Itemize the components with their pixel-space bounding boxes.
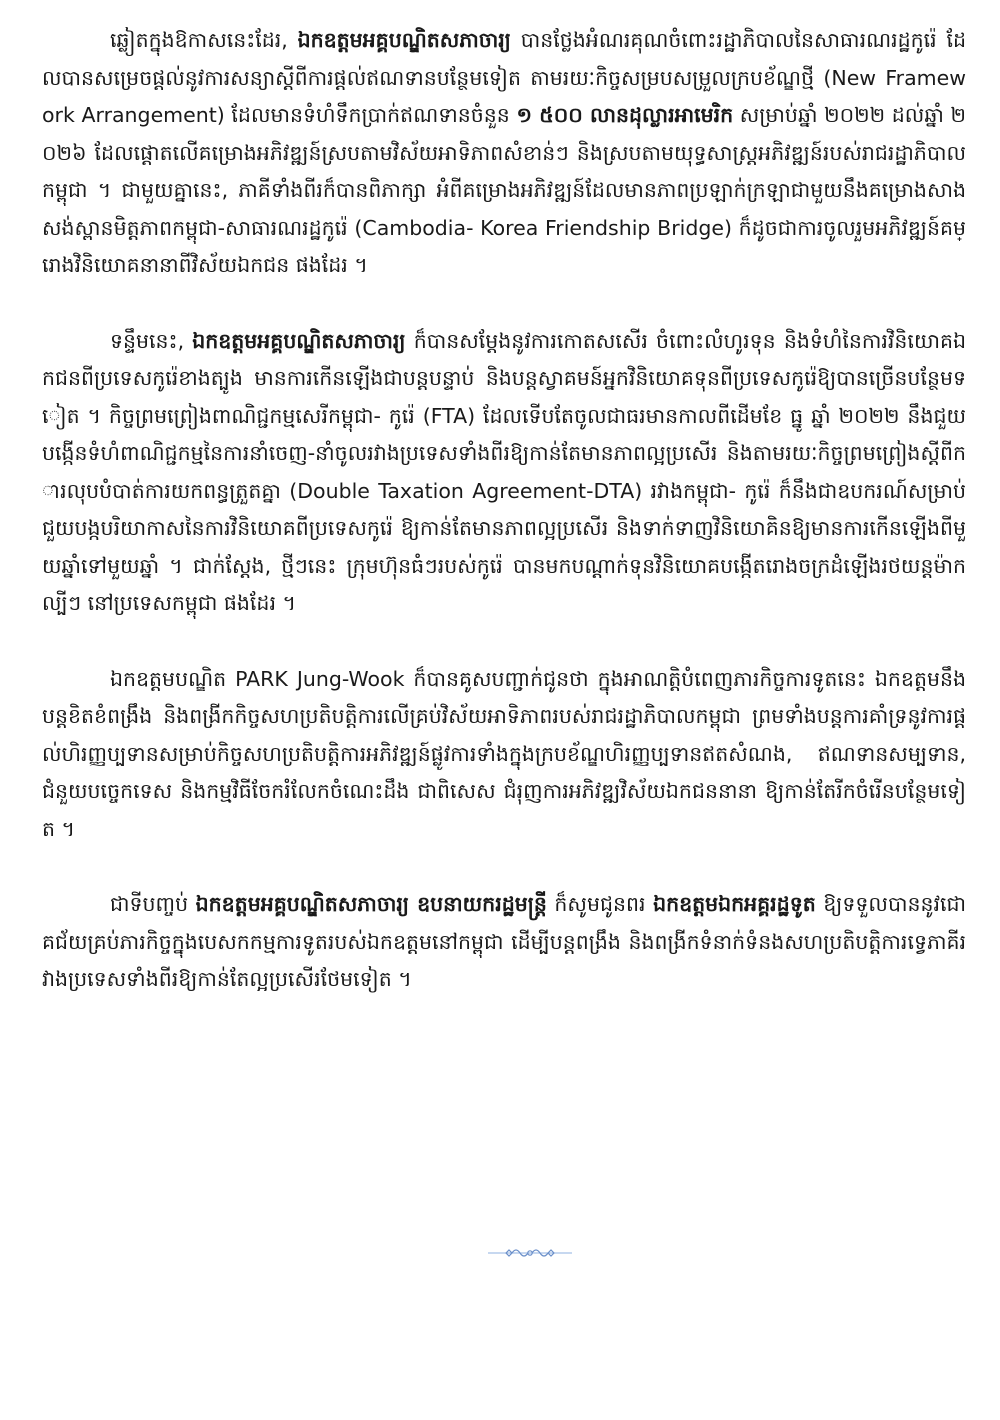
paragraph-4-title-bold: ឯកឧត្តមអគ្គបណ្ឌិតសភាចារ្យ ឧបនាយករដ្ឋមន្ត្រី (195, 892, 547, 916)
paragraph-2 (42, 323, 966, 623)
paragraph-1-text: សម្រាប់ឆ្នាំ ២០២២ ដល់ឆ្នាំ ២០២៦ ដែលផ្ដោតលើគម្រោងអភិវឌ្ឍន៍ស្របតាមវិស័យអាទិភាពសំខាន់ៗ និងស្របតាមយុទ្ធសាស្ត្រអភិវឌ្ឍន៍របស់រាជរដ្ឋាភិបាលកម្ពុជា ។ ជាមួយគ្នានេះ, ភាគីទាំងពីរក៏បានពិភាក្សា អំពីគម្រោងអភិវឌ្ឍន៍ដែលមានភាពប្រឡាក់ក្រឡាជាមួយនឹងគម្រោងសាងសង់ស្ពានមិត្តភាពកម្ពុជា-សាធារណរដ្ឋកូរ៉េ (Cambodia- Korea Friendship Bridge) ក៏ដូចជាការចូលរួមអភិវឌ្ឍន៍គម្រោងវិនិយោគនានាពីវិស័យឯកជន ផងដែរ ។ (42, 103, 966, 277)
paragraph-2-text: ក៏បានសម្ដែងនូវការកោតសសើរ ចំពោះលំហូរទុន និងទំហំនៃការវិនិយោគឯកជនពីប្រទេសកូរ៉េខាងត្បូង មានការកើនឡើងជាបន្តបន្ទាប់ និងបន្តស្វាគមន៍អ្នកវិនិយោគទុនពីប្រទេសកូរ៉េឱ្យបានច្រើនបន្ថែមទៀត ។ កិច្ចព្រមព្រៀងពាណិជ្ជកម្មសេរីកម្ពុជា- កូរ៉េ (FTA) ដែលទើបតែចូលជាធរមានកាលពីដើមខែ ធ្នូ ឆ្នាំ ២០២២ នឹងជួយបង្កើនទំហំពាណិជ្ជកម្មនៃការនាំចេញ-នាំចូលរវាងប្រទេសទាំងពីរឱ្យកាន់តែមានភាពល្អប្រសើរ និងតាមរយៈកិច្ចព្រមព្រៀងស្តីពីការលុបបំបាត់ការយកពន្ធត្រួតគ្នា (Double Taxation Agreement-DTA) រវាងកម្ពុជា- កូរ៉េ ក៏នឹងជាឧបករណ៍សម្រាប់ជួយបង្កបរិយាកាសនៃការវិនិយោគពីប្រទេសកូរ៉េ ឱ្យកាន់តែមានភាពល្អប្រសើរ និងទាក់ទាញវិនិយោគិនឱ្យមានការកើនឡើងពីមួយឆ្នាំទៅមួយឆ្នាំ ។ ជាក់ស្ដែង, ថ្មីៗនេះ ក្រុមហ៊ុនធំៗរបស់កូរ៉េ បានមកបណ្ដាក់ទុនវិនិយោគបង្កើតរោងចក្រដំឡើងរថយន្តម៉ាកល្បីៗ នៅប្រទេសកម្ពុជា ផងដែរ ។ (42, 328, 966, 615)
paragraph-1-title-bold: ឯកឧត្តមអគ្គបណ្ឌិតសភាចារ្យ (297, 28, 511, 52)
paragraph-2-text: ទន្ទឹមនេះ, (110, 328, 193, 353)
paragraph-1-amount-bold: ១ ៥០០ លានដុល្លារអាមេរិក (516, 103, 734, 127)
paragraph-1 (42, 22, 966, 285)
paragraph-4-text: ជាទីបញ្ចប់ (110, 892, 196, 916)
divider-ornament-icon (488, 1244, 572, 1262)
paragraph-4 (42, 886, 966, 999)
paragraph-3 (42, 661, 966, 849)
paragraph-4-ambassador-bold: ឯកឧត្តមឯកអគ្គរដ្ឋទូត (653, 892, 816, 916)
paragraph-3-text: ឯកឧត្តមបណ្ឌិត PARK Jung-Wook ក៏បានគូសបញ្ជាក់ជូនថា ក្នុងអាណត្តិបំពេញភារកិច្ចការទូតនេះ ឯកឧត្តមនឹងបន្តខិតខំពង្រឹង និងពង្រីកកិច្ចសហប្រតិបត្តិការលើគ្រប់វិស័យអាទិភាពរបស់រាជរដ្ឋាភិបាលកម្ពុជា ព្រមទាំងបន្តការគាំទ្រនូវការផ្ដល់ហិរញ្ញប្បទានសម្រាប់កិច្ចសហប្រតិបត្តិការអភិវឌ្ឍន៍ផ្លូវការទាំងក្នុងក្របខ័ណ្ឌហិរញ្ញប្បទានឥតសំណង, ឥណទានសម្បទាន, ជំនួយបច្ចេកទេស និងកម្មវិធីចែករំលែកចំណេះដឹង ជាពិសេស ជំរុញការអភិវឌ្ឍវិស័យឯកជននានា ឱ្យកាន់តែរីកចំរើនបន្ថែមទៀត ។ (42, 666, 966, 841)
paragraph-1-text: ឆ្លៀតក្នុងឱកាសនេះដែរ, (110, 28, 298, 52)
paragraph-1-text: បានថ្លែងអំណរគុណចំពោះរដ្ឋាភិបាលនៃសាធារណរដ្ឋកូរ៉េ ដែលបានសម្រេចផ្ដល់នូវការសន្យាស្តីពីការផ្ដល់ឥណទានបន្ថែមទៀត តាមរយៈកិច្ចសម្របសម្រួលក្របខ័ណ្ឌថ្មី (New Framework Arrangement) ដែលមានទំហំទឹកប្រាក់ឥណទានចំនួន (42, 28, 966, 127)
paragraph-4-text: ក៏សូមជូនពរ (546, 892, 654, 916)
document-body (42, 22, 966, 1037)
paragraph-4-text: ឱ្យទទួលបាននូវជោគជ័យគ្រប់ភារកិច្ចក្នុងបេសកកម្មការទូតរបស់ឯកឧត្តមនៅកម្ពុជា ដើម្បីបន្តពង្រឹង និងពង្រីកទំនាក់ទំនងសហប្រតិបត្តិការទ្វេភាគីរវាងប្រទេសទាំងពីរឱ្យកាន់តែល្អប្រសើរថែមទៀត ។ (42, 892, 967, 991)
paragraph-2-title-bold: ឯកឧត្តមអគ្គបណ្ឌិតសភាចារ្យ (192, 328, 406, 353)
